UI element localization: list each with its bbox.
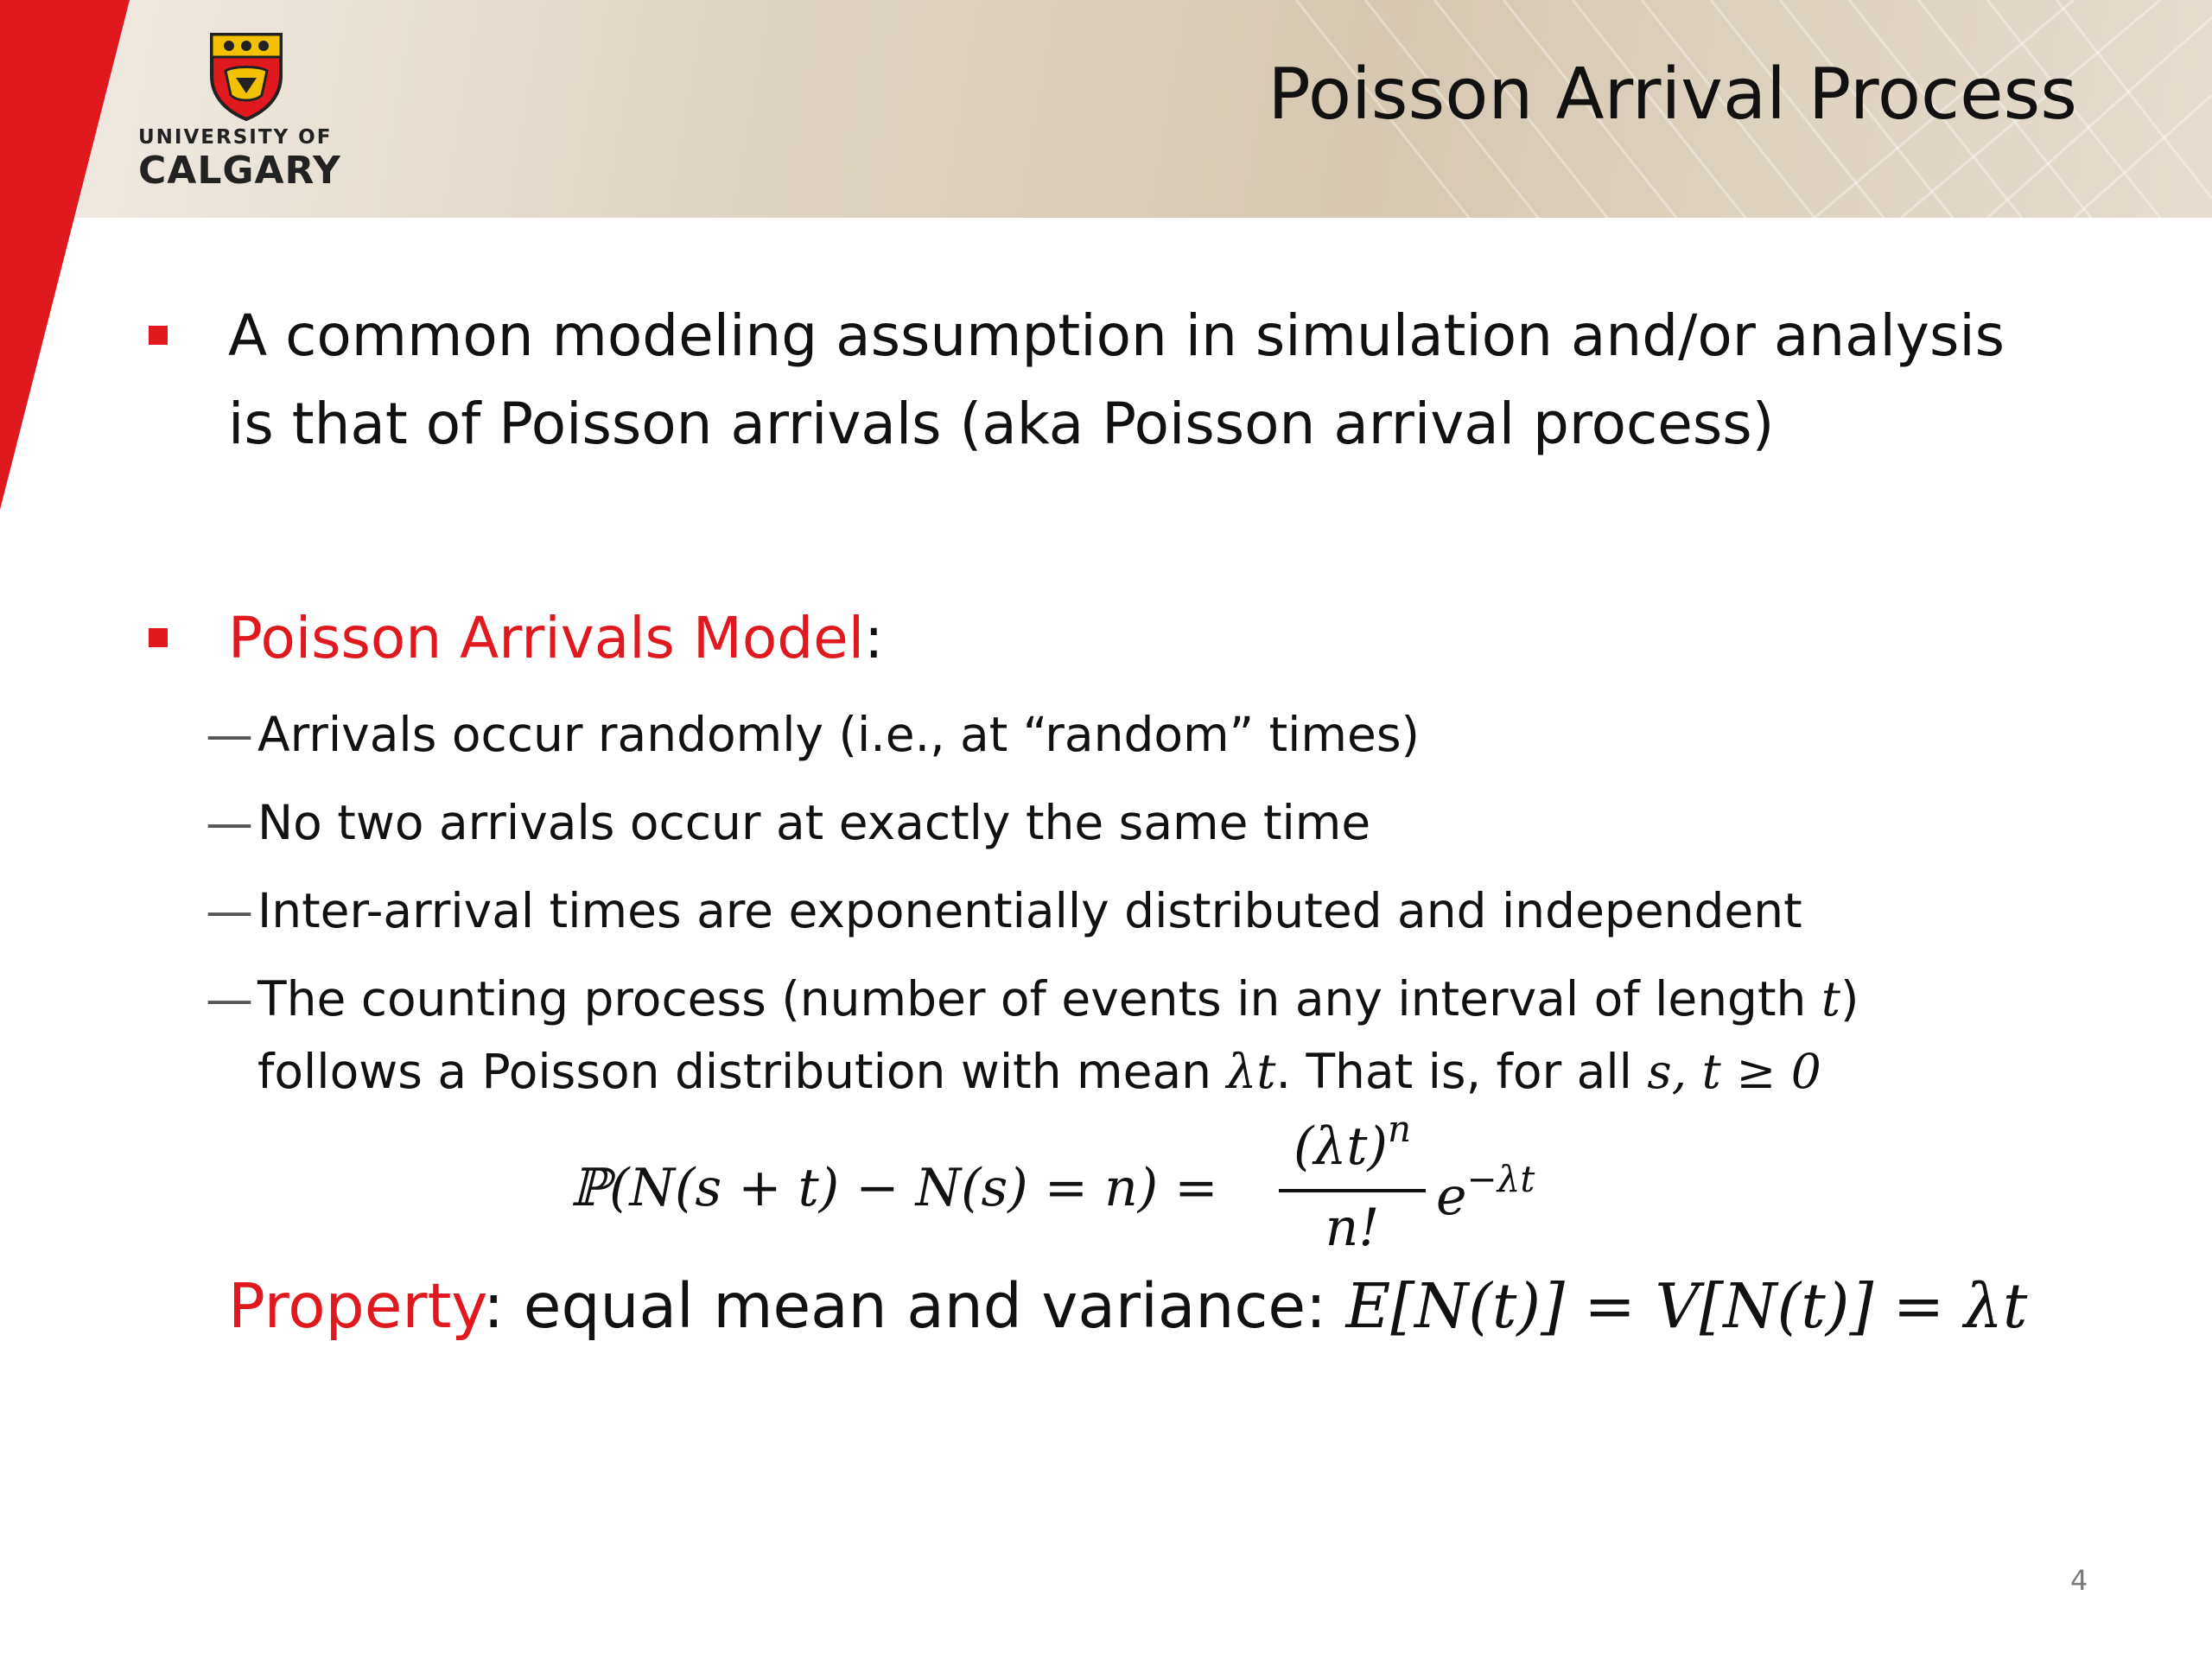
dash-icon: — [206,971,253,1027]
sub-item-1 [206,698,1420,771]
sub-item-4-line2-mid: . That is, for all [1275,1044,1648,1099]
exp-base: e [1436,1166,1467,1227]
bullet-square-icon [149,628,168,647]
slide-title: Poisson Arrival Process [1268,54,2077,136]
bullet-1 [149,302,2005,484]
equation-exponential [1436,1158,1535,1227]
dash-icon: — [206,883,253,938]
numerator-base: (λt) [1293,1116,1388,1177]
sub-item-3 [206,874,1802,947]
fraction-denominator: n! [1325,1198,1380,1258]
property-label: Property [228,1270,484,1342]
sub-item-2 [206,786,1371,859]
bullet-1-line2: is that of Poisson arrivals (aka Poisson arrival process) [228,391,1775,457]
bullet-square-icon [149,326,168,345]
sub-item-1-text: Arrivals occur randomly (i.e., at “random” times) [257,707,1420,762]
university-crest-icon [208,31,284,121]
sub-item-3-text: Inter-arrival times are exponentially distributed and independent [257,883,1802,938]
bullet-2-heading-line [228,594,2212,683]
sub-item-4-line2-var: λt [1226,1044,1276,1099]
sub-item-4-line1-end: ) [1840,971,1859,1027]
sub-item-2-text: No two arrivals occur at exactly the same time [257,795,1371,850]
dash-icon: — [206,795,253,850]
fraction-bar [1279,1189,1426,1192]
university-logo [138,31,363,195]
bullet-2-colon: : [864,605,884,671]
sub-item-4-line2-text: follows a Poisson distribution with mean [257,1044,1227,1099]
property-formula: E[N(t)] = V[N(t)] = λt [1345,1270,2028,1342]
numerator-exponent: n [1387,1108,1412,1150]
sub-item-4-line2-condition: s, t ≥ 0 [1647,1044,1821,1099]
property-line [228,1270,2027,1342]
poisson-pmf-equation [570,1108,1607,1263]
dash-icon: — [206,707,253,762]
exp-power: −λt [1466,1158,1535,1200]
sub-item-4 [206,963,1859,1035]
equation-lhs: ℙ(N(s + t) − N(s) = n) = [570,1158,1218,1218]
bullet-1-line1: A common modeling assumption in simulation and/or analysis [228,302,2005,369]
bullet-2 [149,605,1834,693]
sub-item-4-continued [257,1035,1821,1108]
sub-item-4-line1-text: The counting process (number of events in any interval of length [257,971,1821,1027]
property-text: : equal mean and variance: [483,1270,1346,1342]
bullet-2-heading: Poisson Arrivals Model [228,605,865,671]
fraction-numerator [1279,1108,1426,1177]
logo-text-line2: CALGARY [138,149,341,193]
page-number: 4 [2070,1564,2088,1597]
logo-text-line1: UNIVERSITY OF [138,126,333,149]
sub-item-4-line1-var: t [1821,971,1840,1027]
